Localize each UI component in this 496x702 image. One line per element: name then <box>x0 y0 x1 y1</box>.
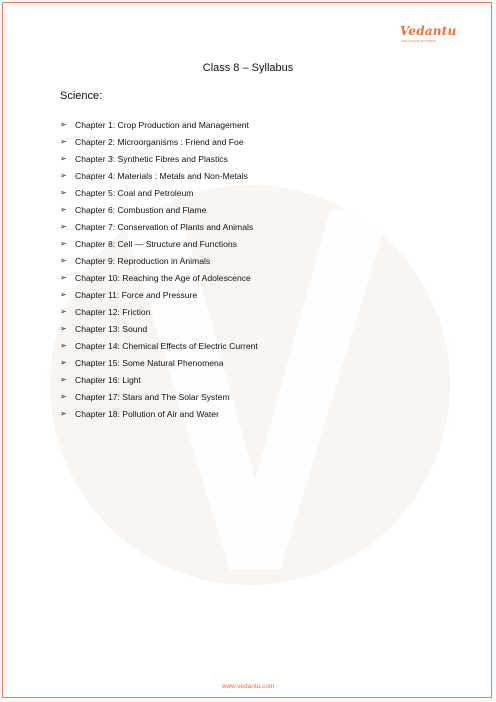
arrow-bullet-icon: ➢ <box>60 153 67 163</box>
list-item <box>60 201 258 218</box>
list-item <box>60 286 258 303</box>
chapter-label: Chapter 9: Reproduction in Animals <box>75 255 211 266</box>
arrow-bullet-icon: ➢ <box>60 306 67 316</box>
arrow-bullet-icon: ➢ <box>60 289 67 299</box>
list-item <box>60 184 258 201</box>
arrow-bullet-icon: ➢ <box>60 391 67 401</box>
arrow-bullet-icon: ➢ <box>60 170 67 180</box>
logo-text: Vedantu <box>400 24 457 38</box>
chapter-label: Chapter 16: Light <box>75 374 141 385</box>
chapter-label: Chapter 5: Coal and Petroleum <box>75 187 194 198</box>
list-item <box>60 150 258 167</box>
list-item <box>60 303 258 320</box>
chapter-label: Chapter 13: Sound <box>75 323 148 334</box>
chapter-label: Chapter 11: Force and Pressure <box>75 289 198 300</box>
chapter-label: Chapter 10: Reaching the Age of Adolescence <box>75 272 251 283</box>
list-item <box>60 116 258 133</box>
list-item <box>60 269 258 286</box>
chapter-label: Chapter 6: Combustion and Flame <box>75 204 207 215</box>
arrow-bullet-icon: ➢ <box>60 408 67 418</box>
chapter-label: Chapter 14: Chemical Effects of Electric Current <box>75 340 258 351</box>
chapter-label: Chapter 8: Cell — Structure and Functions <box>75 238 237 249</box>
arrow-bullet-icon: ➢ <box>60 340 67 350</box>
footer-url[interactable]: www.vedantu.com <box>221 683 275 690</box>
list-item <box>60 235 258 252</box>
logo-tagline: LIVE ONLINE TUTORING <box>401 39 436 43</box>
chapter-label: Chapter 12: Friction <box>75 306 151 317</box>
chapter-label: Chapter 4: Materials : Metals and Non-Metals <box>75 170 248 181</box>
chapter-label: Chapter 18: Pollution of Air and Water <box>75 408 219 419</box>
arrow-bullet-icon: ➢ <box>60 204 67 214</box>
chapter-list <box>60 116 258 422</box>
list-item <box>60 167 258 184</box>
vedantu-logo <box>400 24 457 46</box>
list-item <box>60 133 258 150</box>
chapter-label: Chapter 1: Crop Production and Management <box>75 119 249 130</box>
chapter-label: Chapter 2: Microorganisms : Friend and Foe <box>75 136 244 147</box>
page-title: Class 8 – Syllabus <box>202 62 294 74</box>
section-heading: Science: <box>60 90 103 102</box>
arrow-bullet-icon: ➢ <box>60 136 67 146</box>
arrow-bullet-icon: ➢ <box>60 119 67 129</box>
arrow-bullet-icon: ➢ <box>60 357 67 367</box>
list-item <box>60 320 258 337</box>
list-item <box>60 354 258 371</box>
list-item <box>60 405 258 422</box>
chapter-label: Chapter 17: Stars and The Solar System <box>75 391 230 402</box>
list-item <box>60 218 258 235</box>
arrow-bullet-icon: ➢ <box>60 238 67 248</box>
list-item <box>60 337 258 354</box>
arrow-bullet-icon: ➢ <box>60 187 67 197</box>
chapter-label: Chapter 7: Conservation of Plants and Animals <box>75 221 254 232</box>
arrow-bullet-icon: ➢ <box>60 323 67 333</box>
arrow-bullet-icon: ➢ <box>60 221 67 231</box>
arrow-bullet-icon: ➢ <box>60 374 67 384</box>
arrow-bullet-icon: ➢ <box>60 255 67 265</box>
list-item <box>60 371 258 388</box>
list-item <box>60 388 258 405</box>
arrow-bullet-icon: ➢ <box>60 272 67 282</box>
chapter-label: Chapter 3: Synthetic Fibres and Plastics <box>75 153 228 164</box>
list-item <box>60 252 258 269</box>
chapter-label: Chapter 15: Some Natural Phenomena <box>75 357 224 368</box>
